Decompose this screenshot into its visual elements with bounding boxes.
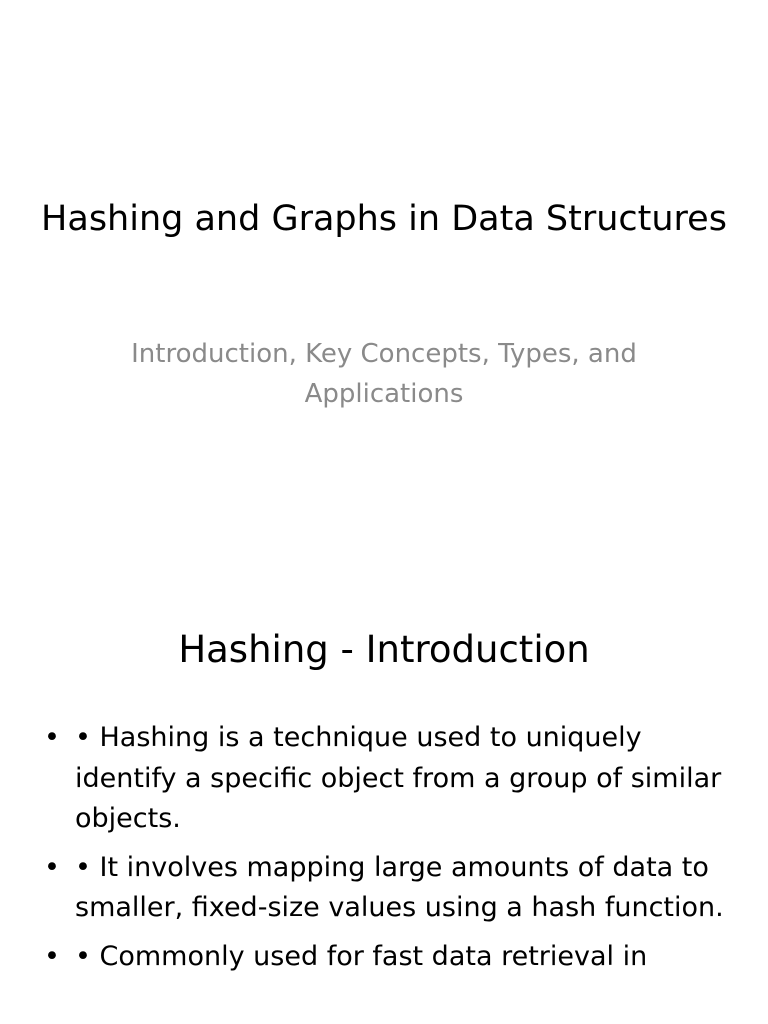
bullet-text: • Hashing is a technique used to uniquely identify a specific object from a group of similar objects. <box>75 722 722 834</box>
presentation-subtitle: Introduction, Key Concepts, Types, and Applications <box>131 339 637 409</box>
bullet-text: • It involves mapping large amounts of data to smaller, fixed-size values using a hash function. <box>75 851 724 923</box>
bullet-marker: • <box>44 722 60 753</box>
list-item <box>38 848 738 929</box>
bullet-text: • Commonly used for fast data retrieval in <box>75 940 648 972</box>
bullet-marker: • <box>44 851 60 883</box>
slide-title: Hashing - Introduction <box>178 628 590 671</box>
list-item <box>38 718 738 840</box>
bullet-marker: • <box>44 940 60 972</box>
presentation-title: Hashing and Graphs in Data Structures <box>41 199 727 239</box>
bullet-list <box>38 718 738 985</box>
hashing-introduction-slide <box>0 576 768 1024</box>
list-item <box>38 937 738 978</box>
